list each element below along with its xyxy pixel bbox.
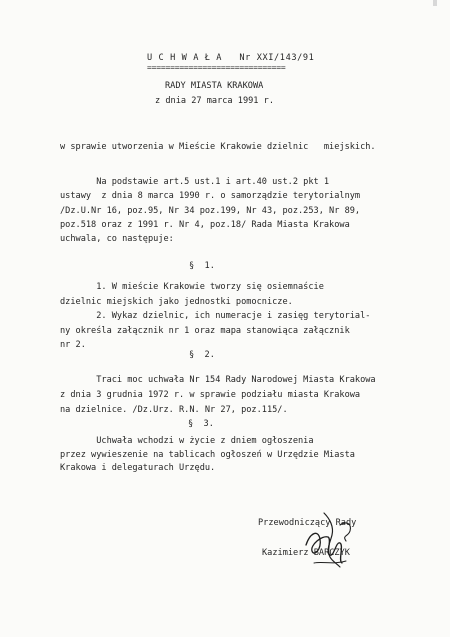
signatory-name: Kazimierz BARCZYK bbox=[262, 548, 350, 558]
section-1-text: 1. W mieście Krakowie tworzy się osiemnaście dzielnic miejskich jako jednostki pomocnicze. 2. Wykaz dzielnic, ich numeracje i zasięg terytorial- ny określa załącznik nr 1 oraz mapa stanowiąca załącznik nr 2. bbox=[60, 282, 371, 350]
signatory-title: Przewodniczący Rady bbox=[258, 518, 357, 528]
legal-basis-paragraph: Na podstawie art.5 ust.1 i art.40 ust.2 pkt 1 ustawy z dnia 8 marca 1990 r. o samorządzie terytorialnym /Dz.U.Nr 16, poz.95, Nr 34 poz.199, Nr 43, poz.253, Nr 89, poz.518 oraz z 1991 r. Nr 4, poz.18/ Rada Miasta Krakowa uchwala, co następuje: bbox=[60, 177, 361, 245]
section-3-text: Uchwała wchodzi w życie z dniem ogłoszenia przez wywieszenie na tablicach ogłoszeń w Urzędzie Miasta Krakowa i delegaturach Urzędu. bbox=[60, 436, 355, 473]
resolution-date: z dnia 27 marca 1991 r. bbox=[155, 96, 274, 106]
handwritten-signature bbox=[300, 505, 360, 575]
title-underline: ============================== bbox=[147, 63, 286, 72]
scan-corner-mark bbox=[433, 0, 437, 6]
section-2-text: Traci moc uchwała Nr 154 Rady Narodowej Miasta Krakowa z dnia 3 grudnia 1972 r. w sprawie podziału miasta Krakowa na dzielnice. /Dz.Urz. R.N. Nr 27, poz.115/. bbox=[60, 375, 376, 416]
issuing-body: RADY MIASTA KRAKOWA bbox=[165, 81, 264, 91]
section-1-heading: § 1. bbox=[189, 261, 215, 271]
section-3-heading: § 3. bbox=[188, 419, 214, 429]
resolution-title: U C H W A Ł A Nr XXI/143/91 bbox=[147, 53, 315, 63]
resolution-subject: w sprawie utworzenia w Mieście Krakowie dzielnic miejskich. bbox=[60, 142, 376, 152]
section-2-heading: § 2. bbox=[189, 350, 215, 360]
